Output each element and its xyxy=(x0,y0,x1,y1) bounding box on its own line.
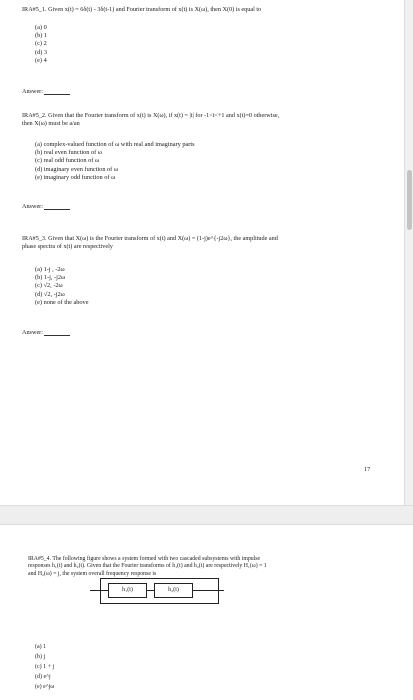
option-d: (d) √2, -j2ω xyxy=(35,290,65,298)
subsystem-h2-label: h₂(t) xyxy=(168,587,179,593)
answer-blank xyxy=(44,88,70,95)
scrollbar-thumb[interactable] xyxy=(407,170,412,230)
option-d: (d) 3 xyxy=(35,48,48,56)
option-c: (c) real odd function of ω xyxy=(35,157,100,165)
option-b: (b) 1 xyxy=(35,32,48,40)
option-d: (d) imaginary even function of ω xyxy=(35,165,119,173)
answer-label: Answer: xyxy=(22,88,43,95)
subsystem-h2-block xyxy=(154,583,193,598)
page-number: 17 xyxy=(364,466,371,473)
option-a: (a) 0 xyxy=(35,24,47,31)
answer-label: Answer: xyxy=(22,329,43,336)
question-4-options xyxy=(35,642,54,692)
question-3-stem-line-2: phase spectra of x(t) are respectively xyxy=(22,243,113,250)
option-e: (e) none of the above xyxy=(35,298,89,306)
vertical-scrollbar[interactable] xyxy=(404,0,413,505)
option-b: (b) real even function of ω xyxy=(35,149,102,157)
page-separator xyxy=(0,505,413,525)
question-1-stem: IRA#5_1. Given x(t) = 6δ(t) - 3δ(t-1) and Fourier transform of x(t) is X(ω), then X(0) is equal to xyxy=(22,6,262,13)
answer-label: Answer: xyxy=(22,203,43,210)
subsystem-h1-block xyxy=(108,583,147,598)
option-e: (e) e^jω xyxy=(35,684,55,690)
output-wire xyxy=(192,590,224,591)
question-1-options xyxy=(35,24,47,65)
question-2-options xyxy=(35,141,195,182)
answer-line-3 xyxy=(22,329,70,336)
option-e: (e) imaginary odd function of ω xyxy=(35,173,116,181)
question-3-stem xyxy=(22,235,402,251)
input-wire xyxy=(90,590,108,591)
option-a: (a) 1-j , -2ω xyxy=(35,266,65,273)
option-e: (e) 4 xyxy=(35,56,47,64)
answer-line-1 xyxy=(22,88,70,95)
answer-blank xyxy=(44,329,70,336)
question-4-stem-line-3: and H₂(ω) = j, the system overall frequency response is xyxy=(28,570,157,577)
option-b: (b) j xyxy=(35,654,46,660)
question-4-stem xyxy=(28,556,408,578)
option-c: (c) 1 + j xyxy=(35,664,55,670)
connection-wire xyxy=(146,590,154,591)
answer-blank xyxy=(44,203,70,210)
answer-line-2 xyxy=(22,203,70,210)
option-a: (a) 1 xyxy=(35,644,47,650)
option-c: (c) √2, -2ω xyxy=(35,282,63,290)
question-4-stem-line-1: IRA#5_4. The following figure shows a system formed with two cascaded subsystems with impulse xyxy=(28,556,261,562)
question-2-stem-line-2: then X(ω) must be a/an xyxy=(22,120,80,127)
option-c: (c) 2 xyxy=(35,40,47,48)
option-a: (a) complex-valued function of ω with real and imaginary parts xyxy=(35,141,195,148)
document-page-2 xyxy=(0,525,413,700)
question-3-options xyxy=(35,266,89,307)
option-d: (d) e^j xyxy=(35,674,51,680)
option-b: (b) 1-j, -j2ω xyxy=(35,274,66,282)
question-3-stem-line-1: IRA#5_3. Given that X(ω) is the Fourier transform of x(t) and X(ω) = (1-j)e^{-j2ω}, the amplitude and xyxy=(22,235,278,242)
question-2-stem-line-1: IRA#5_2. Given that the Fourier transform of x(t) is X(ω), if x(t) = |t| for -1<t<+1 and x(t)=0 otherwise, xyxy=(22,112,280,119)
question-2-stem xyxy=(22,112,402,128)
subsystem-h1-label: h₁(t) xyxy=(122,587,133,593)
question-4-stem-line-2: responses h₁(t) and h₂(t). Given that the Fourier transforms of h₁(t) and h₂(t) are respectively H₁(ω) = 1 xyxy=(28,563,267,570)
